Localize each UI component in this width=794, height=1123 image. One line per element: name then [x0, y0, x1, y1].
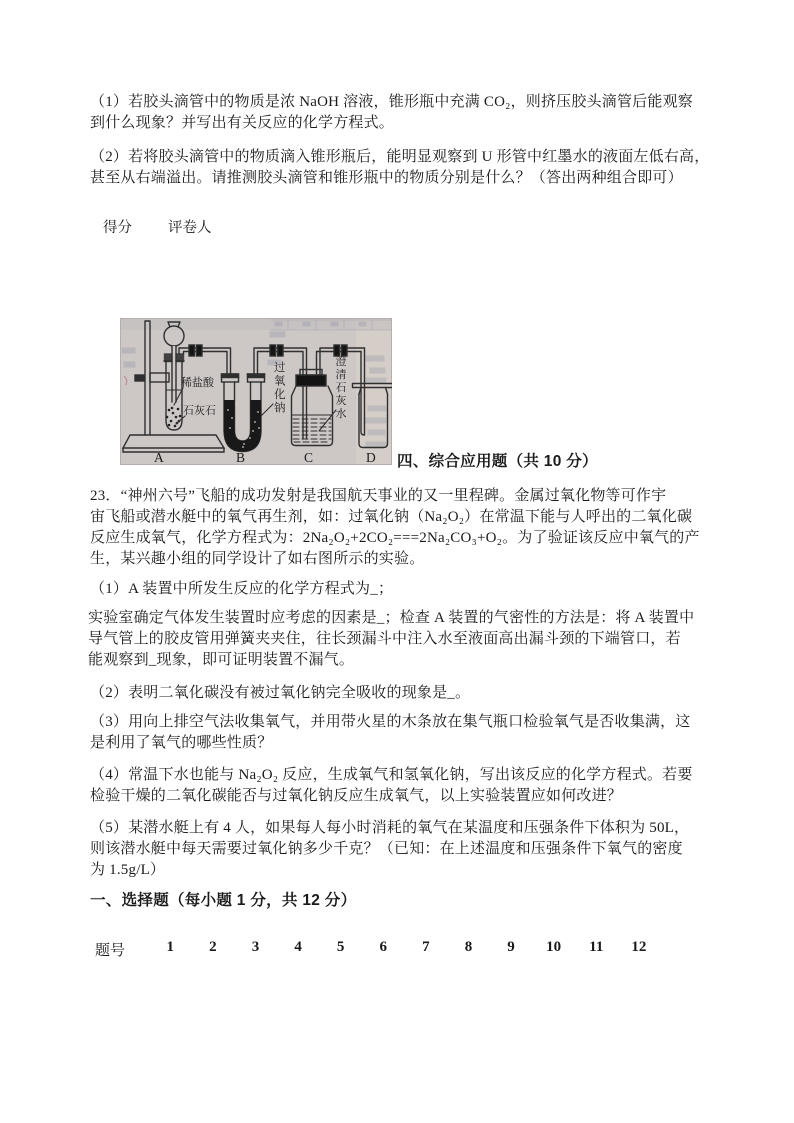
score-label: 得分 — [103, 220, 132, 236]
question-23-part-5 — [90, 818, 689, 881]
apparatus-letter-c: C — [304, 450, 314, 465]
answer-number-cell: 12 — [631, 939, 647, 955]
text-line: 反应生成氧气，化学方程式为：2Na₂O₂+2CO₂===2Na₂CO₃+O₂。为了验证该反应中氧气的产 — [90, 530, 700, 546]
answer-number-cell: 6 — [379, 939, 388, 955]
apparatus-figure — [120, 318, 392, 465]
answer-table-row — [92, 939, 660, 960]
text-line: 23．“神州六号”飞船的成功发射是我国航天事业的又一里程碑。金属过氧化物等可作宇 — [90, 488, 667, 504]
text-line: 实验室确定气体发生装置时应考虑的因素是_；检查 A 装置的气密性的方法是：将 A 装置中 — [88, 610, 695, 626]
question-paragraph-2 — [90, 147, 709, 189]
answer-number-cell: 11 — [589, 939, 604, 955]
text-line: 到什么现象？并写出有关反应的化学方程式。 — [90, 115, 395, 131]
question-23-part-2 — [90, 683, 470, 704]
section-1-heading: 一、选择题（每小题 1 分，共 12 分） — [90, 892, 357, 909]
question-23-part-1 — [90, 579, 393, 600]
reagent-label-limewater: 澄清石灰水 — [335, 356, 347, 420]
question-23-part-1b — [88, 608, 694, 671]
section-4-heading: 四、综合应用题（共 10 分） — [397, 453, 598, 470]
text-line: 则该潜水艇中每天需要过氧化钠多少千克？（已知：在上述温度和压强条件下氧气的密度 — [90, 841, 683, 857]
text-line: （2）表明二氧化碳没有被过氧化钠完全吸收的现象是_。 — [90, 685, 471, 701]
apparatus-letter-b: B — [236, 450, 246, 465]
answer-number-cell: 9 — [507, 939, 515, 955]
text-line: 检验干燥的二氧化碳能否与过氧化钠反应生成氧气，以上实验装置应如何改进？ — [90, 788, 623, 804]
answer-number-cell: 7 — [422, 939, 430, 955]
apparatus-letter-a: A — [154, 450, 164, 465]
answer-number-cell: 3 — [251, 939, 260, 955]
apparatus-letter-d: D — [366, 450, 376, 465]
answer-number-cell: 5 — [336, 939, 345, 955]
text-line: 是利用了氧气的哪些性质？ — [90, 735, 273, 751]
text-line: （1）A 装置中所发生反应的化学方程式为_； — [90, 581, 394, 597]
apparatus-photo — [120, 318, 392, 465]
question-23-part-4 — [90, 765, 693, 807]
text-line: 宙飞船或潜水艇中的氧气再生剂，如：过氧化钠（Na₂O₂）在常温下能与人呼出的二氧化碳 — [90, 509, 693, 525]
answer-number-cell: 1 — [166, 939, 175, 955]
text-line: 导气管上的胶皮管用弹簧夹夹住，往长颈漏斗中注入水至液面高出漏斗颈的下端管口，若 — [88, 631, 681, 647]
funnel-stem-gap — [173, 346, 176, 402]
question-23-part-3 — [90, 712, 691, 754]
text-line: （1）若胶头滴管中的物质是浓 NaOH 溶液，锥形瓶中充满 CO₂，则挤压胶头滴管后能观察 — [90, 94, 693, 110]
text-line: （3）用向上排空气法收集氧气，并用带火星的木条放在集气瓶口检验氧气是否收集满，这 — [90, 714, 691, 730]
text-line: （5）某潜水艇上有 4 人，如果每人每小时消耗的氧气在某温度和压强条件下体积为 50L， — [90, 820, 690, 836]
text-line: 为 1.5g/L） — [90, 862, 166, 878]
reagent-label-limestone: 石灰石 — [183, 405, 216, 417]
text-line: 生，某兴趣小组的同学设计了如右图所示的实验。 — [90, 551, 425, 567]
text-line: （4）常温下水也能与 Na₂O₂ 反应，生成氧气和氢氧化钠，写出该反应的化学方程式。若要 — [90, 767, 693, 783]
text-line: （2）若将胶头滴管中的物质滴入锥形瓶后，能明显观察到 U 形管中红墨水的液面左低右高， — [90, 149, 710, 165]
reagent-label-dilute-hcl: 稀盐酸 — [181, 377, 214, 389]
answer-number-cell: 8 — [464, 939, 473, 955]
text-line: 甚至从右端溢出。请推测胶头滴管和锥形瓶中的物质分别是什么？（答出两种组合即可） — [90, 170, 683, 186]
question-paragraph-1 — [90, 92, 693, 134]
answer-number-cell: 2 — [209, 939, 217, 955]
question-23-intro — [90, 486, 700, 570]
grader-label: 评卷人 — [168, 220, 212, 236]
reagent-label-sodium-peroxide: 过氧化钠 — [274, 362, 286, 415]
answer-number-cell: 4 — [294, 939, 302, 955]
answer-number-cell: 10 — [546, 939, 562, 955]
text-line: 能观察到_现象，即可证明装置不漏气。 — [88, 652, 355, 668]
answer-header-cell: 题号 — [95, 943, 126, 959]
